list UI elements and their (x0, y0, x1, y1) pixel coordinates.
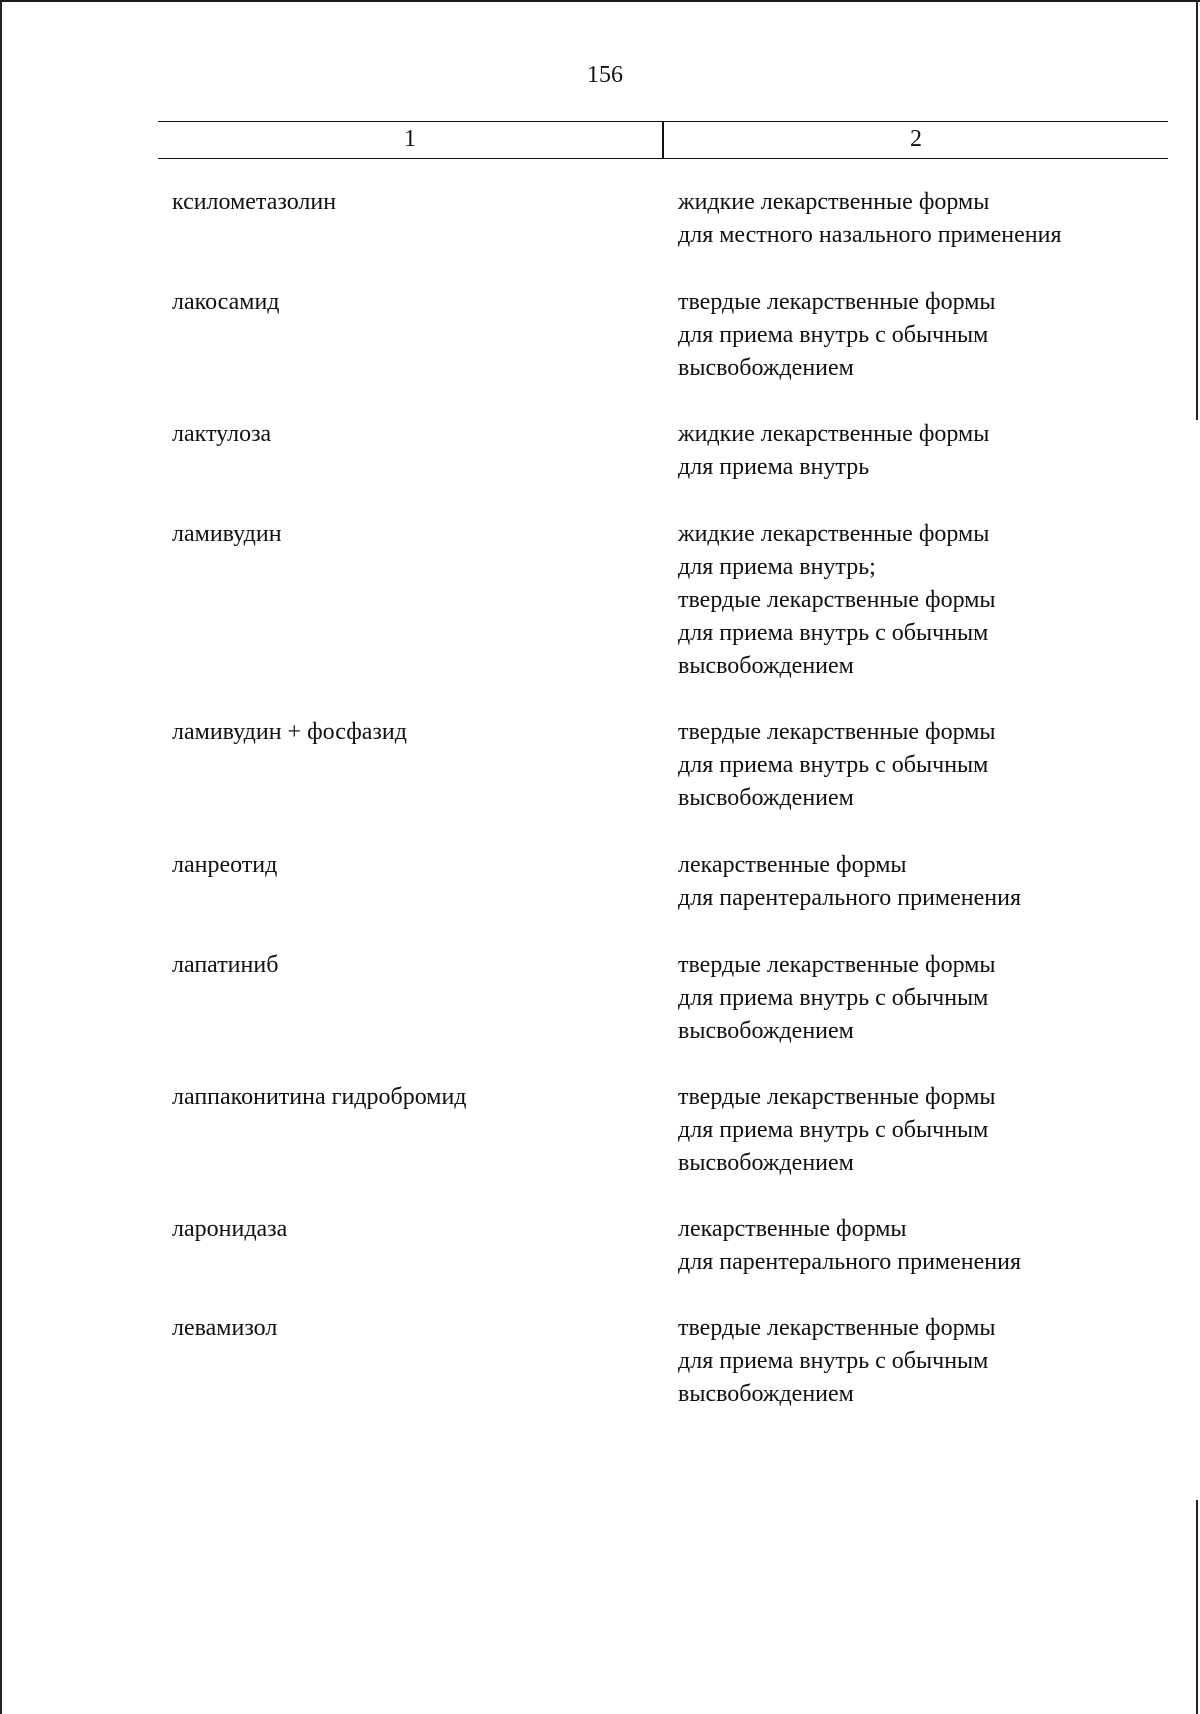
dosage-form (678, 1213, 1021, 1279)
dosage-form-line: твердые лекарственные формы (678, 1084, 996, 1110)
dosage-form-line: для приема внутрь с обычным (678, 985, 989, 1011)
dosage-form-line: твердые лекарственные формы (678, 952, 996, 978)
dosage-form-line: высвобождением (678, 355, 854, 381)
dosage-form (678, 849, 1021, 915)
drug-name: лаппаконитина гидробромид (172, 1084, 467, 1110)
scan-edge-left (0, 0, 2, 1714)
drug-name: левамизол (172, 1315, 278, 1341)
scan-edge-top (0, 0, 1200, 2)
dosage-form (678, 186, 1062, 252)
dosage-form-line: для приема внутрь; (678, 554, 876, 580)
dosage-form-line: высвобождением (678, 785, 854, 811)
dosage-form-line: для парентерального применения (678, 885, 1021, 911)
dosage-form-line: твердые лекарственные формы (678, 1315, 996, 1341)
dosage-form (678, 949, 996, 1048)
drug-name: лактулоза (172, 421, 272, 447)
dosage-form (678, 716, 996, 815)
drug-name: ларонидаза (172, 1216, 288, 1242)
table-header (158, 121, 1168, 159)
dosage-form-line: высвобождением (678, 1381, 854, 1407)
column-header-2: 2 (910, 126, 922, 152)
dosage-form (678, 1312, 996, 1411)
dosage-form (678, 286, 996, 385)
dosage-form-line: жидкие лекарственные формы (678, 189, 990, 215)
dosage-form-line: для местного назального применения (678, 222, 1062, 248)
page-number: 156 (587, 62, 623, 88)
drug-name: ксилометазолин (172, 189, 337, 215)
dosage-form-line: для приема внутрь с обычным (678, 752, 989, 778)
dosage-form-line: для приема внутрь с обычным (678, 1117, 989, 1143)
dosage-form-line: твердые лекарственные формы (678, 587, 996, 613)
dosage-form-line: для приема внутрь с обычным (678, 1348, 989, 1374)
dosage-form-line: для парентерального применения (678, 1249, 1021, 1275)
dosage-form (678, 518, 996, 683)
dosage-form-line: высвобождением (678, 1150, 854, 1176)
drug-name: лакосамид (172, 289, 280, 315)
dosage-form-line: для приема внутрь с обычным (678, 322, 989, 348)
dosage-form (678, 418, 989, 484)
dosage-form-line: высвобождением (678, 1018, 854, 1044)
dosage-form-line: твердые лекарственные формы (678, 289, 996, 315)
drug-name: ланреотид (172, 852, 278, 878)
drug-name: ламивудин + фосфазид (172, 719, 407, 745)
dosage-form-line: жидкие лекарственные формы (678, 421, 990, 447)
dosage-form-line: для приема внутрь с обычным (678, 620, 989, 646)
dosage-form-line: для приема внутрь (678, 454, 870, 480)
dosage-form (678, 1081, 996, 1180)
dosage-form-line: твердые лекарственные формы (678, 719, 996, 745)
column-header-1: 1 (404, 126, 416, 152)
dosage-form-line: высвобождением (678, 653, 854, 679)
dosage-form-line: жидкие лекарственные формы (678, 521, 990, 547)
drug-name: ламивудин (172, 521, 282, 547)
dosage-form-line: лекарственные формы (678, 852, 907, 878)
dosage-form-line: лекарственные формы (678, 1216, 907, 1242)
scan-edge-right-lower (1196, 1500, 1198, 1714)
drug-name: лапатиниб (172, 952, 279, 978)
